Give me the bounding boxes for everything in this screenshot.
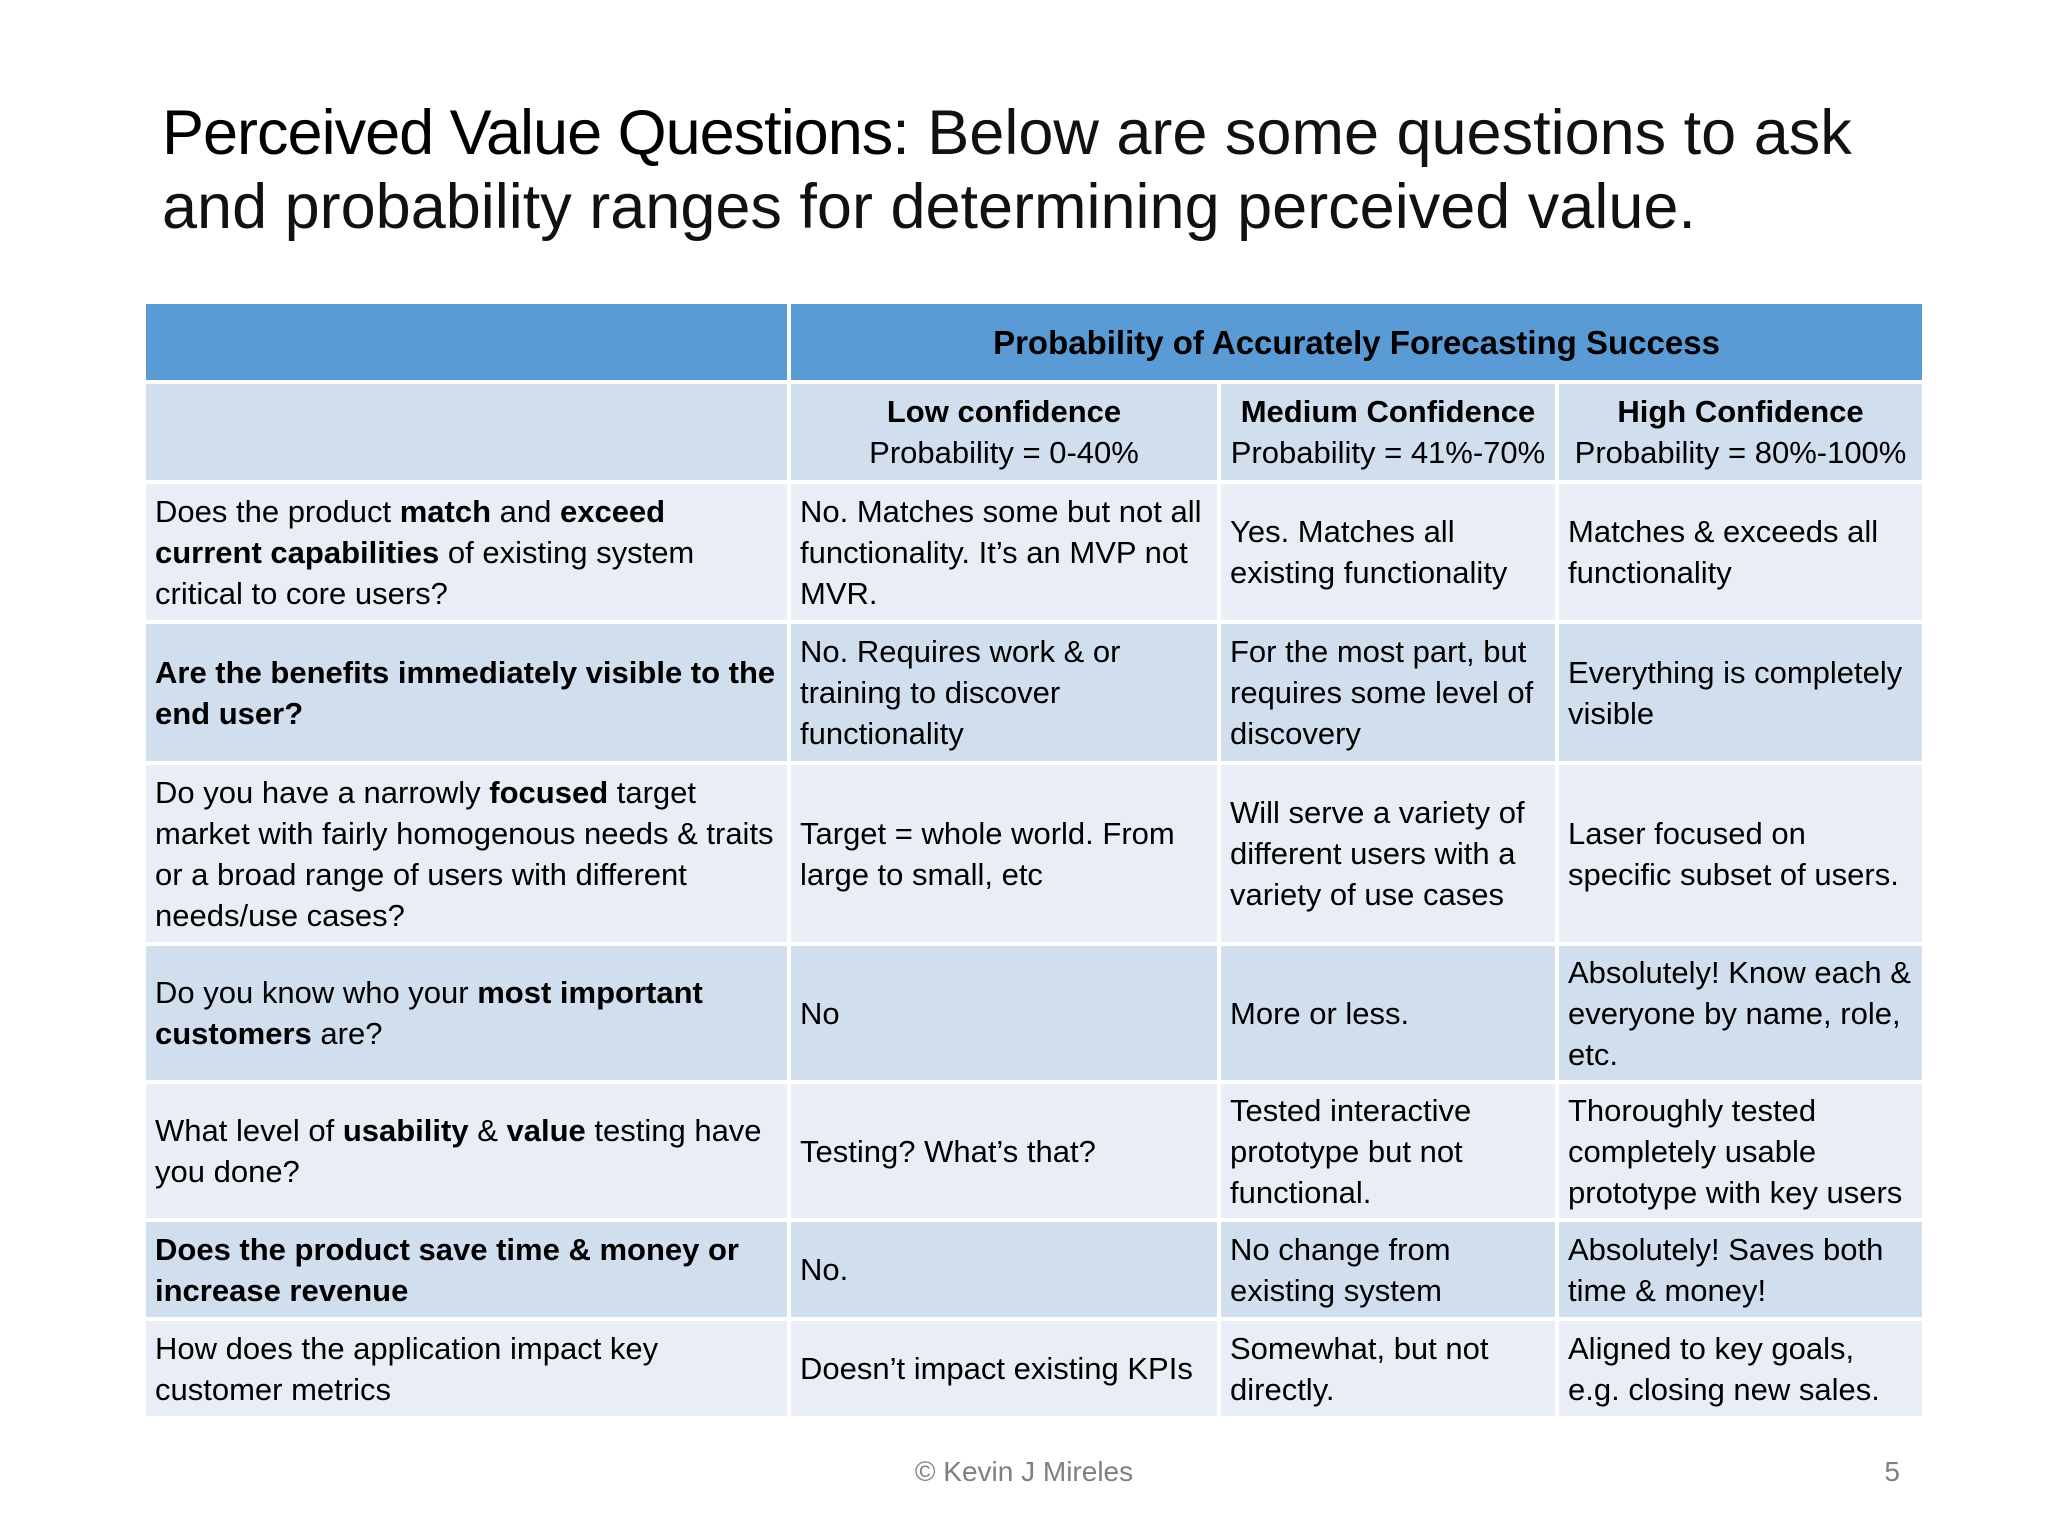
low-cell: Doesn’t impact existing KPIs	[789, 1319, 1219, 1418]
copyright-footer: © Kevin J Mireles	[914, 1456, 1134, 1487]
medium-cell: Yes. Matches all existing functionality	[1219, 482, 1557, 622]
medium-cell: Tested interactive prototype but not functional.	[1219, 1082, 1557, 1220]
slide-title-rest: : Below are some questions to ask and probability ranges for determining perceived value.	[162, 98, 1852, 242]
question-cell: Does the product match and exceed current capabilities of existing system critical to core users?	[144, 482, 789, 622]
high-cell: Matches & exceeds all functionality	[1557, 482, 1924, 622]
low-cell: No.	[789, 1220, 1219, 1319]
level-medium-label: Medium Confidence	[1240, 394, 1536, 429]
confidence-levels-row	[144, 382, 1924, 482]
question-cell: What level of usability & value testing have you done?	[144, 1082, 789, 1220]
header-blank-cell	[144, 302, 789, 382]
table-row	[144, 1220, 1924, 1319]
level-low-range: Probability = 0-40%	[869, 435, 1139, 470]
medium-cell: Will serve a variety of different users with a variety of use cases	[1219, 763, 1557, 944]
table-row	[144, 944, 1924, 1082]
low-cell: Testing? What’s that?	[789, 1082, 1219, 1220]
level-low-label: Low confidence	[886, 394, 1122, 429]
low-cell: No. Requires work & or training to discover functionality	[789, 622, 1219, 763]
table-row	[144, 763, 1924, 944]
low-cell: No. Matches some but not all functionality. It’s an MVP not MVR.	[789, 482, 1219, 622]
level-high-range: Probability = 80%-100%	[1574, 435, 1907, 470]
page-number: 5	[1884, 1456, 1900, 1487]
perceived-value-table	[142, 300, 1926, 1420]
slide-title-bold: Perceived Value Questions	[162, 98, 893, 168]
table-row	[144, 622, 1924, 763]
high-cell: Everything is completely visible	[1557, 622, 1924, 763]
level-medium	[1219, 382, 1557, 482]
question-cell: Do you know who your most important customers are?	[144, 944, 789, 1082]
slide-title	[162, 96, 1922, 244]
low-cell: Target = whole world. From large to small, etc	[789, 763, 1219, 944]
table-header: Probability of Accurately Forecasting Success	[789, 302, 1924, 382]
high-cell: Aligned to key goals, e.g. closing new sales.	[1557, 1319, 1924, 1418]
question-cell: Do you have a narrowly focused target market with fairly homogenous needs & traits or a broad range of users with different needs/use cases?	[144, 763, 789, 944]
table-row	[144, 1082, 1924, 1220]
high-cell: Absolutely! Saves both time & money!	[1557, 1220, 1924, 1319]
level-low	[789, 382, 1219, 482]
high-cell: Laser focused on specific subset of users.	[1557, 763, 1924, 944]
medium-cell: For the most part, but requires some level of discovery	[1219, 622, 1557, 763]
question-cell: Does the product save time & money or increase revenue	[144, 1220, 789, 1319]
level-high	[1557, 382, 1924, 482]
table-row	[144, 482, 1924, 622]
level-medium-range: Probability = 41%-70%	[1230, 435, 1546, 470]
medium-cell: More or less.	[1219, 944, 1557, 1082]
question-cell: Are the benefits immediately visible to the end user?	[144, 622, 789, 763]
levels-blank-cell	[144, 382, 789, 482]
medium-cell: No change from existing system	[1219, 1220, 1557, 1319]
medium-cell: Somewhat, but not directly.	[1219, 1319, 1557, 1418]
high-cell: Absolutely! Know each & everyone by name, role, etc.	[1557, 944, 1924, 1082]
question-cell: How does the application impact key customer metrics	[144, 1319, 789, 1418]
table-row	[144, 1319, 1924, 1418]
table-header-band	[144, 302, 1924, 382]
low-cell: No	[789, 944, 1219, 1082]
level-high-label: High Confidence	[1617, 394, 1864, 429]
high-cell: Thoroughly tested completely usable prototype with key users	[1557, 1082, 1924, 1220]
